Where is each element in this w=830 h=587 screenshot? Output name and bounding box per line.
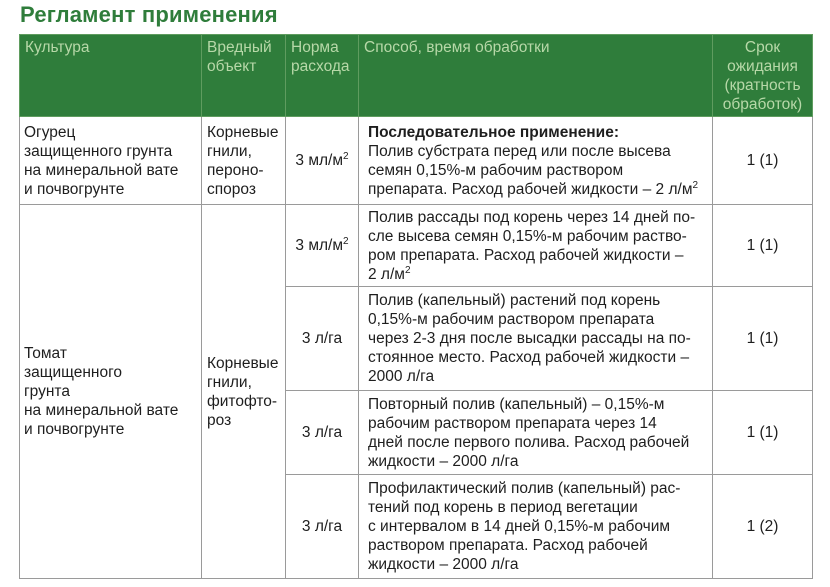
table-row bbox=[20, 205, 813, 287]
norm-cell: 3 $мл/м^2$ bbox=[286, 205, 359, 287]
pest-cell-cucumber: Корневые гнили, пероно- спороз bbox=[202, 117, 286, 205]
page-title: Регламент применения bbox=[20, 2, 278, 27]
header-crop: Культура bbox=[20, 35, 202, 117]
table-row bbox=[20, 117, 813, 205]
method-cell: Последовательное применение: Полив субстрата перед или после высева семян 0,15%-м рабочим раствором препарата. Расход рабочей жидкости – 2 $л/м^2$ bbox=[359, 117, 713, 205]
pest-cell-tomato: Корневые гнили, фитофто- роз bbox=[202, 205, 286, 579]
method-cell: Полив рассады под корень через 14 дней по- сле высева семян 0,15%-м рабочим раство- ром препарата. Расход рабочей жидкости – 2 $л/м^2$ bbox=[359, 205, 713, 287]
norm-cell: 3 $мл/м^2$ bbox=[286, 117, 359, 205]
crop-cell-cucumber: Огурец защищенного грунта на минеральной вате и почвогрунте bbox=[20, 117, 202, 205]
method-cell: Полив (капельный) растений под корень 0,15%-м рабочим раствором препарата через 2-3 дня после высадки рассады на по- стоянное место. Расход рабочей жидкости – 2000 л/га bbox=[359, 287, 713, 391]
norm-cell: 3 л/га bbox=[286, 475, 359, 579]
wait-cell: 1 (2) bbox=[713, 475, 813, 579]
header-pest: Вредный объект bbox=[202, 35, 286, 117]
method-heading: Последовательное применение: bbox=[368, 123, 619, 141]
wait-cell: 1 (1) bbox=[713, 205, 813, 287]
method-cell: Профилактический полив (капельный) рас- тений под корень в период вегетации с интервалом в 14 дней 0,15%-м рабочим раствором препарата. Расход рабочей жидкости – 2000 л/га bbox=[359, 475, 713, 579]
header-method: Способ, время обработки bbox=[359, 35, 713, 117]
wait-cell: 1 (1) bbox=[713, 391, 813, 475]
norm-cell: 3 л/га bbox=[286, 391, 359, 475]
norm-cell: 3 л/га bbox=[286, 287, 359, 391]
method-cell: Повторный полив (капельный) – 0,15%-м рабочим раствором препарата через 14 дней после первого полива. Расход рабочей жидкости – 2000 л/га bbox=[359, 391, 713, 475]
crop-cell-tomato: Томат защищенного грунта на минеральной вате и почвогрунте bbox=[20, 205, 202, 579]
application-table bbox=[19, 34, 813, 579]
table-header-row bbox=[20, 35, 813, 117]
wait-cell: 1 (1) bbox=[713, 287, 813, 391]
wait-cell: 1 (1) bbox=[713, 117, 813, 205]
header-norm: Норма расхода bbox=[286, 35, 359, 117]
header-wait: Срок ожидания (кратность обработок) bbox=[713, 35, 813, 117]
